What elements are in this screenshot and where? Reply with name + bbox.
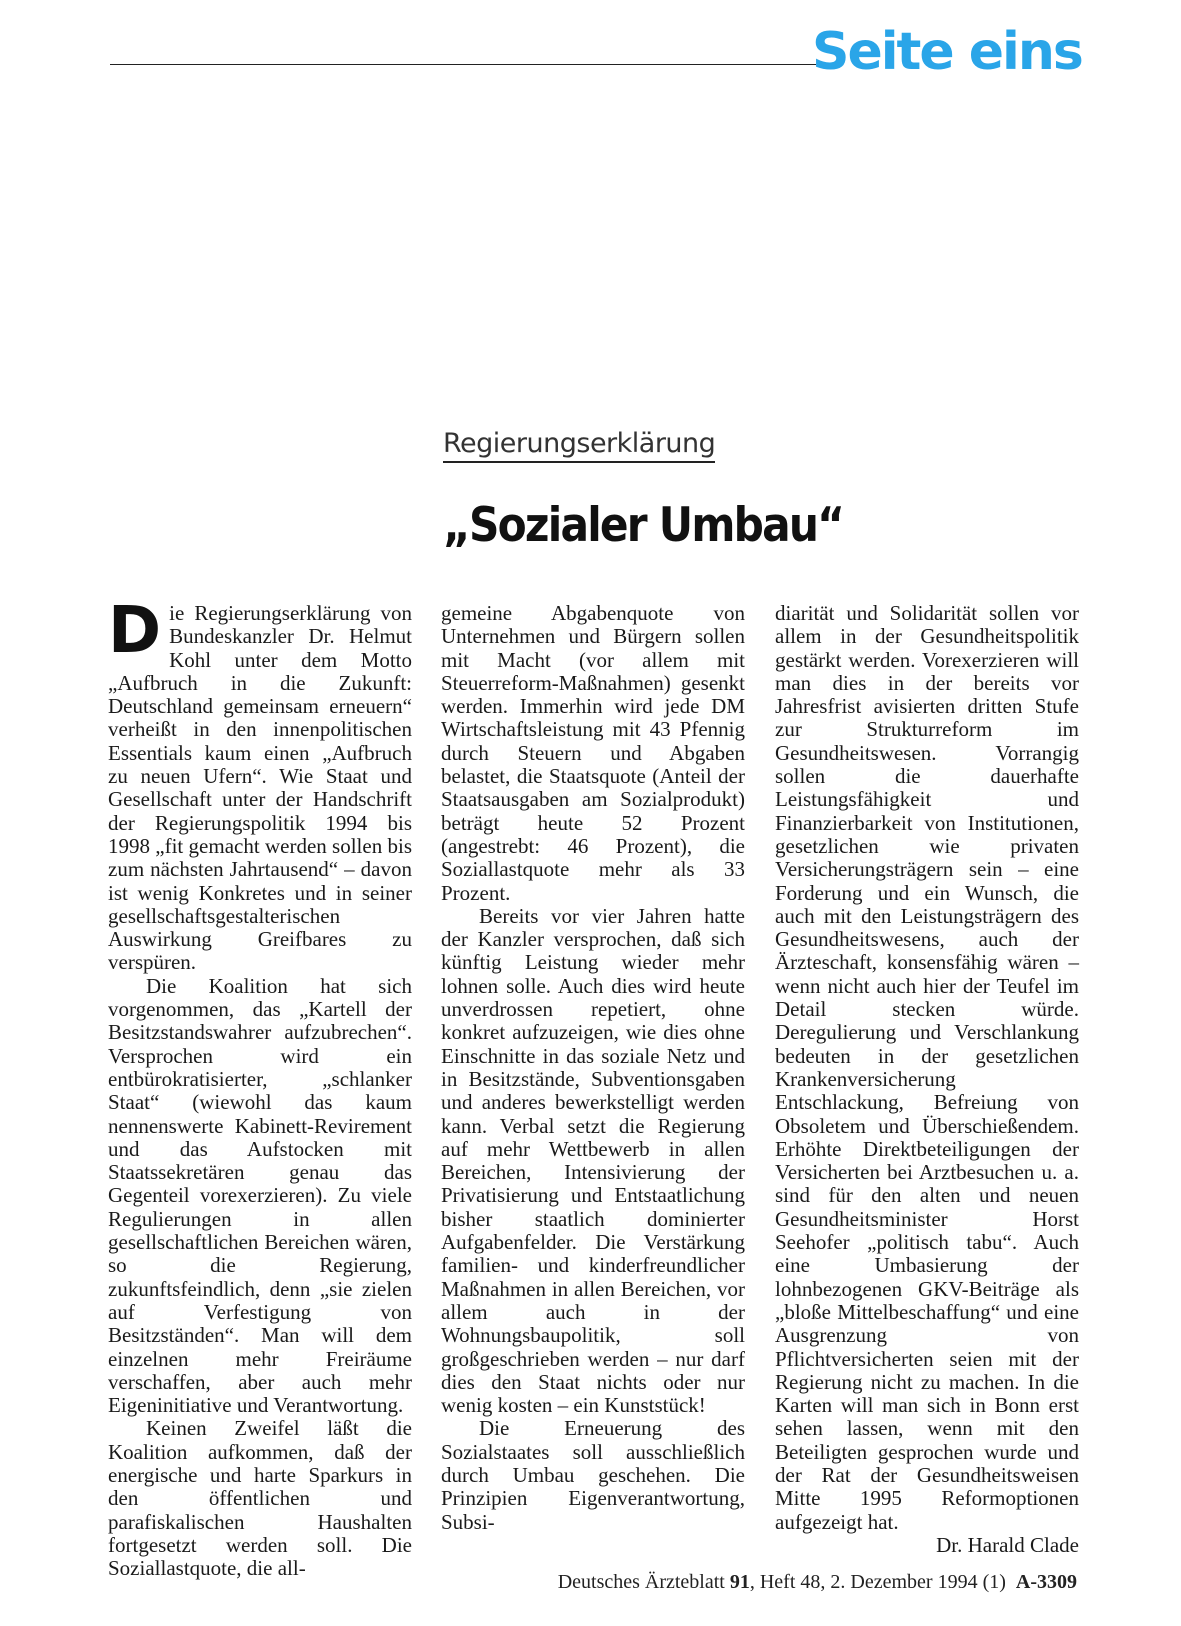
article-column-1	[108, 594, 412, 1581]
paragraph-text: ie Regierungserklärung von Bundeskanzler Dr. Helmut Kohl unter dem Motto „Aufbruch in die Zukunft: Deutschland gemeinsam erneuern“ verheißt in den innenpolitischen Essentials kaum einen „Aufbruch zu neuen Ufern“. Wie Staat und Gesellschaft unter der Handschrift der Regierungspolitik 1994 bis 1998 „fit gemacht werden sollen bis zum nächsten Jahrtausend“ – davon ist wenig Konkretes und in seiner gesellschaftsgestalterischen Auswirkung Greifbares zu verspüren.	[108, 601, 412, 975]
paragraph: Die Erneuerung des Sozialstaates soll ausschließlich durch Umbau geschehen. Die Prinzipien Eigenverantwortung, Subsi-	[441, 1416, 745, 1534]
author-byline: Dr. Harald Clade	[936, 1532, 1079, 1557]
issue-info: , Heft 48, 2. Dezember 1994 (1)	[749, 1571, 1006, 1593]
article-kicker: Regierungserklärung	[443, 428, 715, 463]
paragraph: Bereits vor vier Jahren hatte der Kanzler versprochen, daß sich künftig Leistung wieder mehr lohnen solle. Auch dies wird heute unverdrossen repetiert, ohne konkret aufzuzeigen, wie dies ohne Einschnitte in das soziale Netz und in Besitzstände, Subventionsgaben und anderes bewerkstelligt werden kann. Verbal setzt die Regierung auf mehr Wettbewerb in allen Bereichen, Intensivierung der Privatisierung und Entstaatlichung bisher staatlich dominierter Aufgabenfelder. Die Verstärkung familien- und kinderfreundlicher Maßnahmen in allen Bereichen, vor allem auch in der Wohnungsbaupolitik, soll großgeschrieben werden – nur darf dies den Staat nichts oder nur wenig kosten – ein Kunststück!	[441, 903, 745, 1418]
paragraph: gemeine Abgabenquote von Unternehmen und Bürgern sollen mit Macht (vor allem mit Steuerreform-Maßnahmen) gesenkt werden. Immerhin wird jede DM Wirtschaftsleistung mit 43 Pfennig durch Steuern und Abgaben belastet, die Staatsquote (Anteil der Staatsausgaben am Sozialprodukt) beträgt heute 52 Prozent (angestrebt: 46 Prozent), die Soziallastquote mehr als 33 Prozent.	[441, 601, 745, 905]
section-label: Seite eins	[812, 22, 1082, 82]
header-rule	[110, 64, 816, 65]
article-column-3	[775, 602, 1079, 1557]
journal-name: Deutsches Ärzteblatt	[557, 1571, 725, 1593]
article-headline: „Sozialer Umbau“	[443, 498, 844, 553]
volume-number: 91	[729, 1571, 750, 1593]
paragraph: diarität und Solidarität sollen vor allem in der Gesundheitspolitik gestärkt werden. Vorexerzieren will man dies in der bereits vor Jahresfrist avisierten dritten Stufe zur Strukturreform im Gesundheitswesen. Vorrangig sollen die dauerhafte Leistungsfähigkeit und Finanzierbarkeit von Institutionen, gesetzlichen wie privaten Versicherungsträgern sein – eine Forderung und ein Wunsch, die auch mit den Leistungsträgern des Gesundheitswesens, auch der Ärzteschaft, konsensfähig wären – wenn nicht auch hier der Teufel im Detail stecken würde. Deregulierung und Verschlankung bedeuten in der gesetzlichen Krankenversicherung Entschlackung, Befreiung von Obsoletem und Überschießendem. Erhöhte Direktbeteiligungen der Versicherten bei Arztbesuchen u. a. sind für den alten und neuen Gesundheitsminister Horst Seehofer „politisch tabu“. Auch eine Umbasierung der lohnbezogenen GKV-Beiträge als „bloße Mittelbeschaffung“ und eine Ausgrenzung von Pflichtversicherten seien mit der Regierung nicht zu machen. In die Karten will man sich in Bonn erst sehen lassen, wenn mit den Beteiligten gesprochen wurde und der Rat der Gesundheitsweisen Mitte 1995 Reformoptionen aufgezeigt hat.	[775, 601, 1079, 1534]
drop-cap: D	[108, 594, 162, 668]
page-footer	[558, 1571, 1077, 1594]
paragraph: Keinen Zweifel läßt die Koalition aufkommen, daß der energische und harte Sparkurs in den öffentlichen und parafiskalischen Haushalten fortgesetzt werden soll. Die Soziallastquote, die all-	[108, 1416, 412, 1581]
paragraph: Die Koalition hat sich vorgenommen, das „Kartell der Besitzstandswahrer aufzubrechen“. Versprochen wird ein entbürokratisierter, „schlanker Staat“ (wiewohl das kaum nennenswerte Kabinett-Revirement und das Aufstocken mit Staatssekretären genau das Gegenteil vorexerzieren). Zu viele Regulierungen in allen gesellschaftlichen Bereichen wären, so die Regierung, zukunftsfeindlich, denn „sie zielen auf Verfestigung von Besitzständen“. Man will dem einzelnen mehr Freiräume verschaffen, aber auch mehr Eigeninitiative und Verantwortung.	[108, 973, 412, 1418]
paragraph	[108, 594, 412, 975]
page-number: A-3309	[1015, 1571, 1077, 1593]
article-column-2	[441, 602, 745, 1534]
